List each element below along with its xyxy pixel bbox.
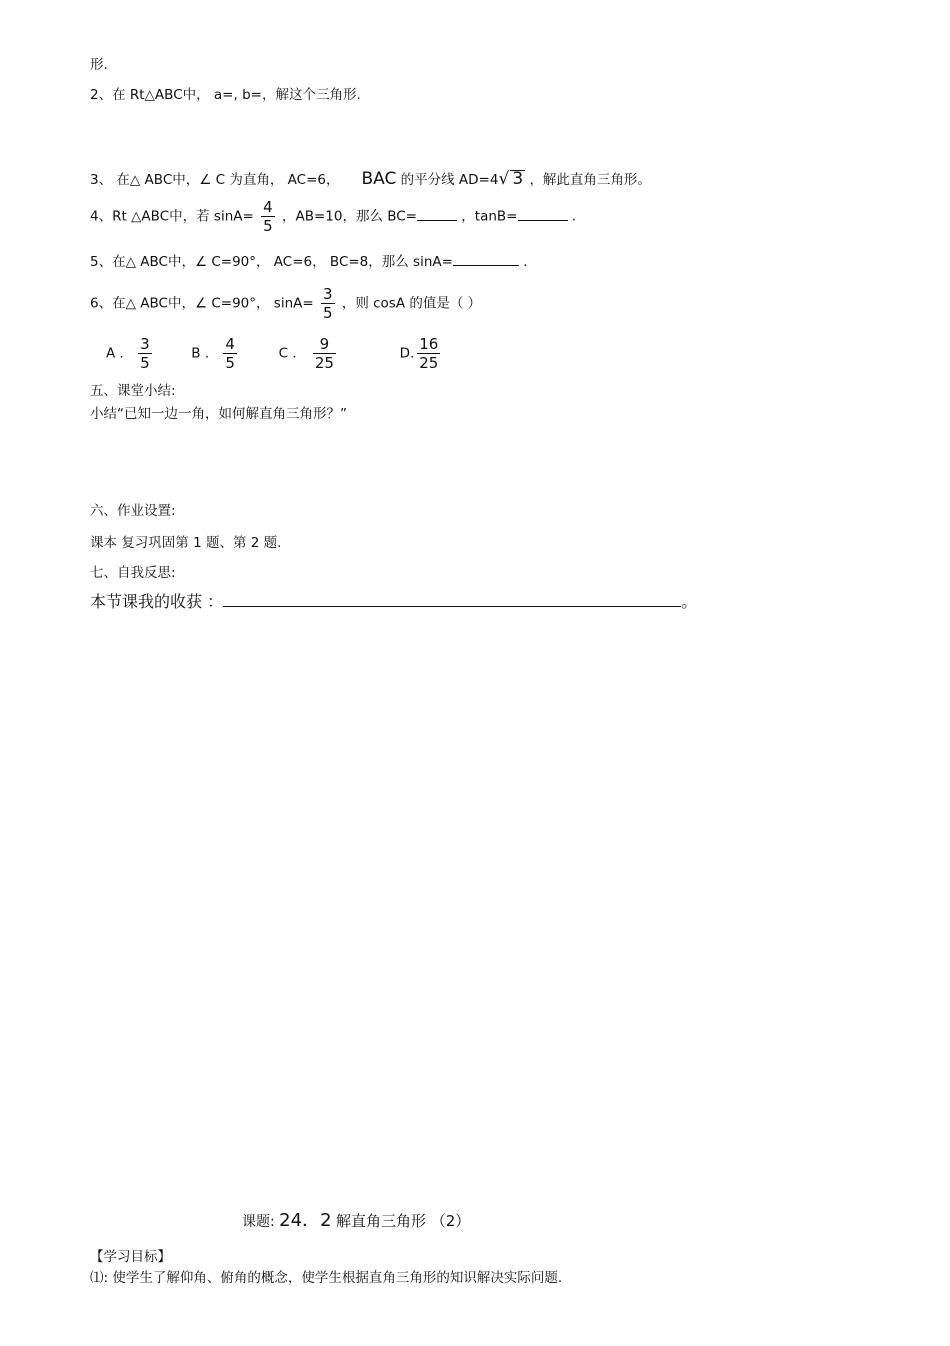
learning-goals-heading: 【学习目标】 xyxy=(90,1249,171,1265)
q4-numerator: 4 xyxy=(263,198,273,216)
topic-title: 解直角三角形 （2） xyxy=(335,1212,471,1230)
q5-part-b: . xyxy=(523,254,528,270)
q3-bac: BAC xyxy=(361,169,397,189)
q3-part-d: ，解此直角三角形。 xyxy=(529,172,651,188)
line-xing: 形. xyxy=(90,57,108,73)
q4-part-a: 4、Rt △ABC中，若 sinA= xyxy=(90,208,254,225)
q6-fraction xyxy=(321,285,335,322)
reflection-label: 本节课我的收获 ： xyxy=(90,592,224,611)
option-a-label[interactable]: A . xyxy=(106,345,124,362)
reflection-end: 。 xyxy=(681,592,698,611)
section-6-heading: 六、作业设置: xyxy=(90,503,176,519)
option-d-denominator: 25 xyxy=(419,354,439,372)
option-c-fraction[interactable] xyxy=(313,335,336,372)
q6-part-a: 6、在△ ABC中，∠ C=90°， sinA= xyxy=(90,295,314,312)
q6-part-b: ，则 cosA 的值是（ ） xyxy=(341,295,482,312)
option-b-denominator: 5 xyxy=(225,354,235,372)
section-5-heading: 五、课堂小结: xyxy=(90,383,176,399)
question-6-options xyxy=(106,335,443,372)
topic-label: 课题: xyxy=(242,1214,275,1230)
section-5-body: 小结“已知一边一角，如何解直角三角形？” xyxy=(90,406,347,422)
question-3 xyxy=(90,170,651,189)
section-7-reflection xyxy=(90,590,697,611)
question-6 xyxy=(90,285,481,322)
option-c-label[interactable]: C . xyxy=(278,345,297,362)
q4-part-b: ，AB=10，那么 BC= xyxy=(281,208,417,225)
question-4 xyxy=(90,198,576,235)
question-5 xyxy=(90,253,528,271)
option-d-numerator: 16 xyxy=(419,335,439,353)
q3-sqrt-value: 3 xyxy=(512,169,524,189)
option-b-fraction[interactable] xyxy=(223,335,237,372)
q3-part-a: 3、 在△ ABC中，∠ C 为直角， AC=6， xyxy=(90,172,340,188)
option-b-label[interactable]: B . xyxy=(191,345,210,362)
q4-denominator: 5 xyxy=(263,217,273,235)
option-a-denominator: 5 xyxy=(140,354,150,372)
q4-fraction xyxy=(261,198,275,235)
section-7-heading: 七、自我反思: xyxy=(90,565,176,581)
q4-bc-blank[interactable] xyxy=(417,220,457,221)
lesson-topic xyxy=(242,1212,470,1231)
option-c-numerator: 9 xyxy=(319,335,330,353)
q4-part-c: ，tanB= xyxy=(461,208,518,225)
question-2: 2、在 Rt△ABC中， a=, b=，解这个三角形. xyxy=(90,87,361,103)
sqrt-sign-icon: √ xyxy=(498,169,510,189)
option-d-label[interactable]: D. xyxy=(399,345,415,362)
q4-tanb-blank[interactable] xyxy=(518,220,568,221)
q6-numerator: 3 xyxy=(322,285,333,303)
section-6-body: 课本 复习巩固第 1 题、第 2 题. xyxy=(90,535,282,551)
option-d-fraction[interactable] xyxy=(417,335,440,372)
q3-part-c: 的平分线 AD=4 xyxy=(400,172,499,188)
option-c-denominator: 25 xyxy=(314,354,334,372)
q6-denominator: 5 xyxy=(322,304,333,322)
reflection-blank[interactable] xyxy=(223,590,681,607)
q5-part-a: 5、在△ ABC中，∠ C=90°， AC=6， BC=8，那么 sinA= xyxy=(90,254,453,270)
option-a-numerator: 3 xyxy=(140,335,150,353)
option-b-numerator: 4 xyxy=(225,335,235,353)
learning-goal-1: ⑴: 使学生了解仰角、俯角的概念，使学生根据直角三角形的知识解决实际问题. xyxy=(90,1270,563,1286)
option-a-fraction[interactable] xyxy=(138,335,152,372)
q5-sina-blank[interactable] xyxy=(453,265,519,266)
q4-part-d: . xyxy=(571,208,577,225)
topic-number: 24．2 xyxy=(279,1210,332,1231)
